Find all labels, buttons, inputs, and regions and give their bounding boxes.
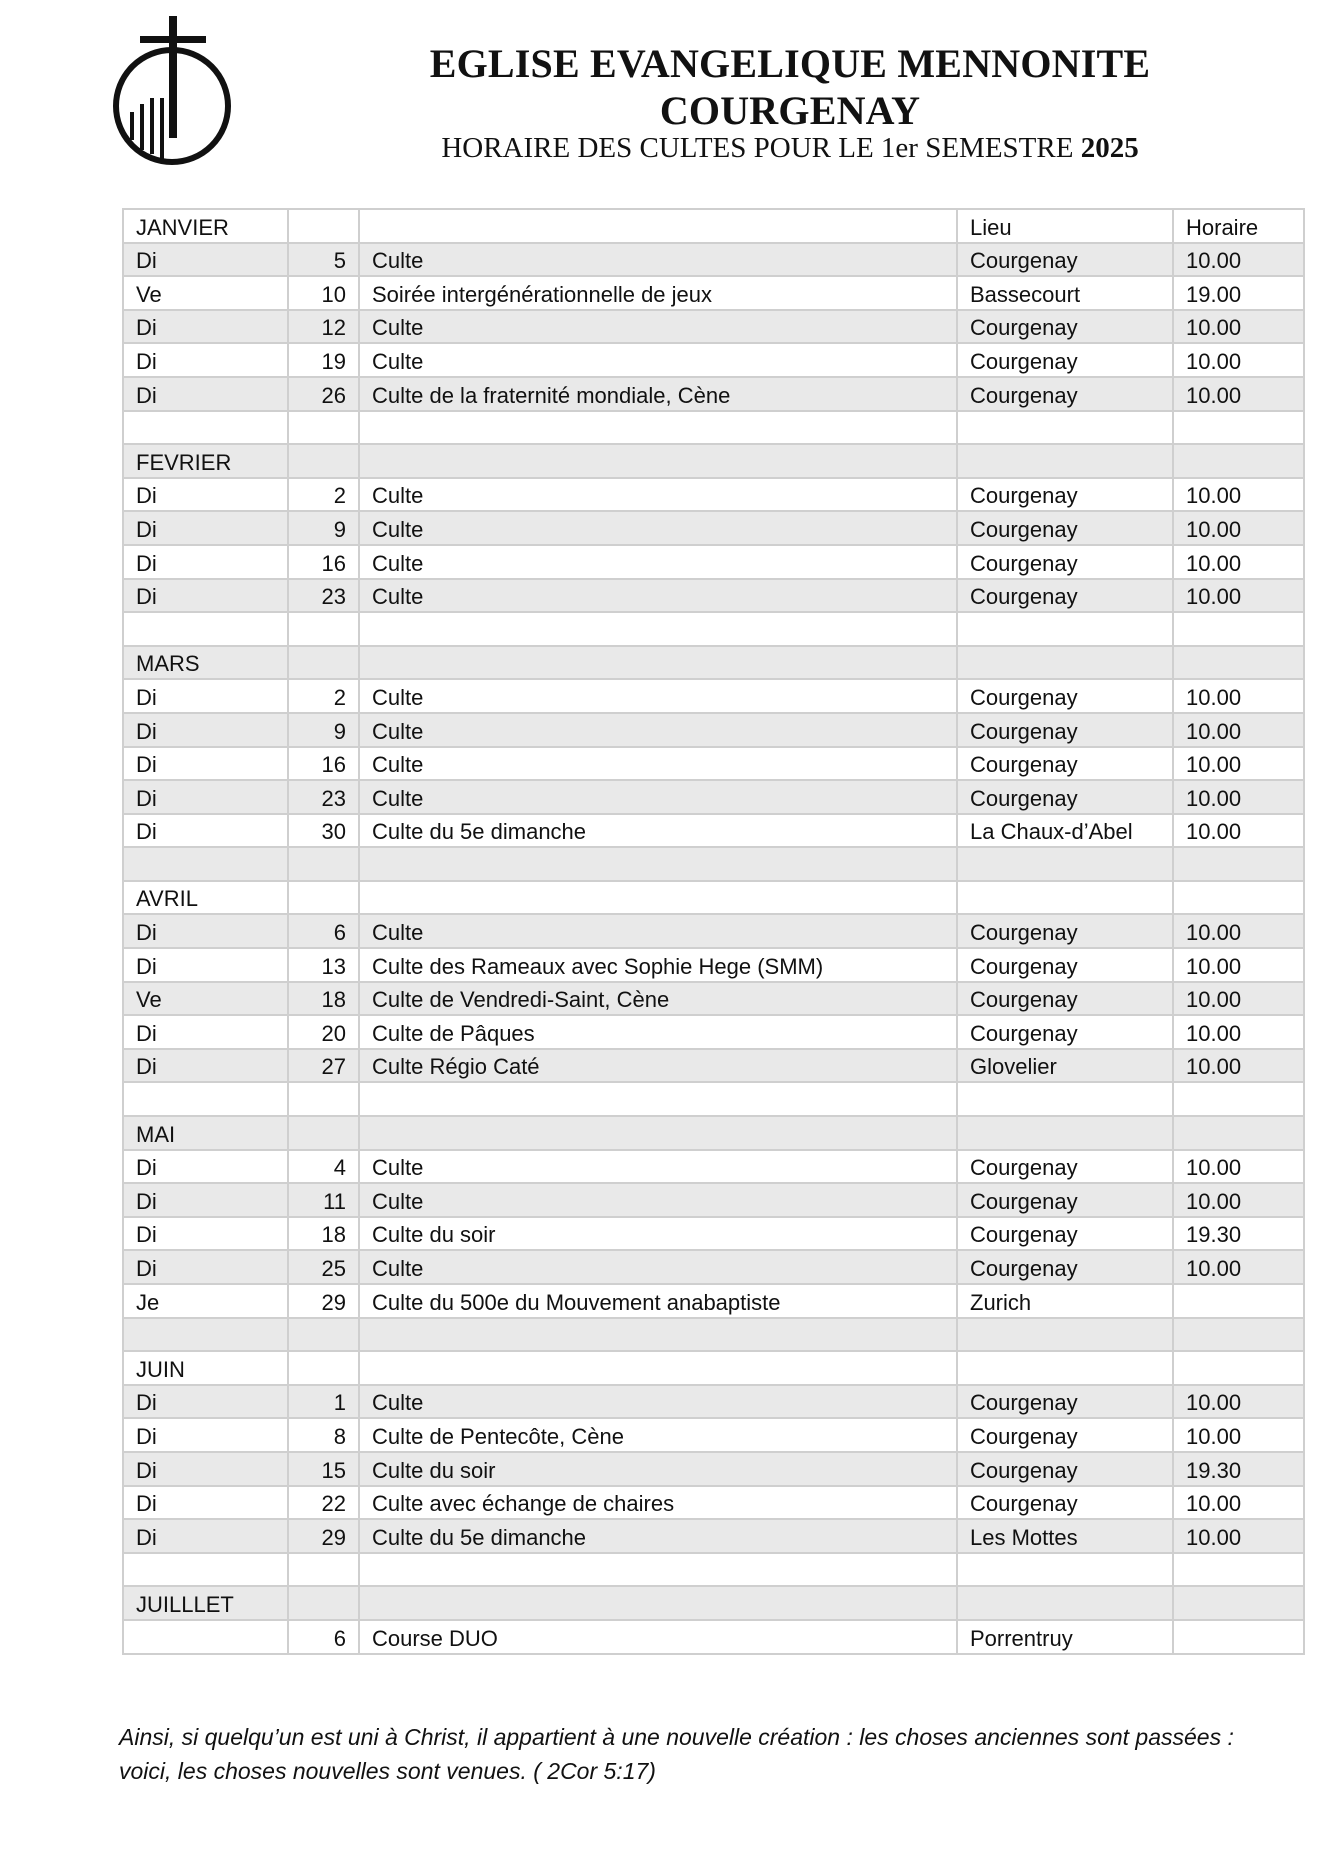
location-cell bbox=[957, 411, 1173, 445]
day-of-week-cell bbox=[123, 847, 288, 881]
date-cell: 6 bbox=[288, 914, 359, 948]
location-cell: Porrentruy bbox=[957, 1620, 1173, 1654]
event-cell: Culte des Rameaux avec Sophie Hege (SMM) bbox=[359, 948, 957, 982]
day-of-week-cell: Ve bbox=[123, 276, 288, 310]
date-cell: 30 bbox=[288, 814, 359, 848]
date-cell: 5 bbox=[288, 243, 359, 277]
table-row bbox=[123, 982, 1304, 1016]
location-cell: Lieu bbox=[957, 209, 1173, 243]
table-row bbox=[123, 948, 1304, 982]
event-cell: Soirée intergénérationnelle de jeux bbox=[359, 276, 957, 310]
location-cell: Courgenay bbox=[957, 1486, 1173, 1520]
date-cell bbox=[288, 444, 359, 478]
location-cell: Courgenay bbox=[957, 243, 1173, 277]
table-row bbox=[123, 1250, 1304, 1284]
table-row bbox=[123, 243, 1304, 277]
time-cell: 19.30 bbox=[1173, 1217, 1304, 1251]
time-cell: 10.00 bbox=[1173, 948, 1304, 982]
table-row bbox=[123, 1150, 1304, 1184]
time-cell: 10.00 bbox=[1173, 1519, 1304, 1553]
location-cell bbox=[957, 1318, 1173, 1352]
event-cell: Culte de la fraternité mondiale, Cène bbox=[359, 377, 957, 411]
day-of-week-cell: Di bbox=[123, 1015, 288, 1049]
day-of-week-cell: Di bbox=[123, 780, 288, 814]
time-cell: 19.30 bbox=[1173, 1452, 1304, 1486]
event-cell bbox=[359, 847, 957, 881]
table-row bbox=[123, 1284, 1304, 1318]
location-cell: Courgenay bbox=[957, 343, 1173, 377]
church-title: EGLISE EVANGELIQUE MENNONITE COURGENAY bbox=[429, 41, 1151, 133]
date-cell: 9 bbox=[288, 511, 359, 545]
day-of-week-cell: Di bbox=[123, 579, 288, 613]
schedule-body bbox=[123, 209, 1304, 1654]
day-of-week-cell: Di bbox=[123, 1385, 288, 1419]
day-of-week-cell: Di bbox=[123, 377, 288, 411]
location-cell: Les Mottes bbox=[957, 1519, 1173, 1553]
event-cell: Culte bbox=[359, 1183, 957, 1217]
date-cell: 9 bbox=[288, 713, 359, 747]
event-cell bbox=[359, 1351, 957, 1385]
location-cell: Courgenay bbox=[957, 747, 1173, 781]
time-cell bbox=[1173, 444, 1304, 478]
time-cell: 10.00 bbox=[1173, 377, 1304, 411]
time-cell: 10.00 bbox=[1173, 1183, 1304, 1217]
event-cell: Culte du 5e dimanche bbox=[359, 1519, 957, 1553]
day-of-week-cell: Di bbox=[123, 679, 288, 713]
event-cell bbox=[359, 646, 957, 680]
date-cell: 8 bbox=[288, 1418, 359, 1452]
event-cell: Culte bbox=[359, 1250, 957, 1284]
event-cell bbox=[359, 1318, 957, 1352]
table-row bbox=[123, 1116, 1304, 1150]
time-cell: 10.00 bbox=[1173, 1418, 1304, 1452]
date-cell bbox=[288, 1586, 359, 1620]
event-cell bbox=[359, 1586, 957, 1620]
time-cell: 10.00 bbox=[1173, 747, 1304, 781]
date-cell: 6 bbox=[288, 1620, 359, 1654]
location-cell: Zurich bbox=[957, 1284, 1173, 1318]
event-cell: Culte bbox=[359, 747, 957, 781]
day-of-week-cell: JUIN bbox=[123, 1351, 288, 1385]
date-cell bbox=[288, 847, 359, 881]
location-cell bbox=[957, 1351, 1173, 1385]
event-cell: Culte bbox=[359, 310, 957, 344]
day-of-week-cell: Je bbox=[123, 1284, 288, 1318]
church-logo-icon bbox=[110, 14, 234, 166]
location-cell bbox=[957, 646, 1173, 680]
event-cell: Culte bbox=[359, 679, 957, 713]
bible-quote: Ainsi, si quelqu’un est uni à Christ, il appartient à une nouvelle création : les choses anciennes sont passées : voici, les choses nouvelles sont venues. ( 2Cor 5:17) bbox=[119, 1724, 1234, 1784]
day-of-week-cell: Ve bbox=[123, 982, 288, 1016]
date-cell: 18 bbox=[288, 982, 359, 1016]
table-row bbox=[123, 914, 1304, 948]
day-of-week-cell bbox=[123, 1082, 288, 1116]
service-schedule-table bbox=[122, 208, 1305, 1655]
table-row bbox=[123, 847, 1304, 881]
event-cell: Culte bbox=[359, 780, 957, 814]
date-cell: 19 bbox=[288, 343, 359, 377]
time-cell bbox=[1173, 1082, 1304, 1116]
time-cell: 10.00 bbox=[1173, 713, 1304, 747]
event-cell: Culte bbox=[359, 1150, 957, 1184]
day-of-week-cell: MARS bbox=[123, 646, 288, 680]
table-row bbox=[123, 377, 1304, 411]
location-cell bbox=[957, 1586, 1173, 1620]
location-cell: Courgenay bbox=[957, 545, 1173, 579]
day-of-week-cell: Di bbox=[123, 1452, 288, 1486]
date-cell bbox=[288, 646, 359, 680]
table-row bbox=[123, 511, 1304, 545]
time-cell bbox=[1173, 847, 1304, 881]
table-row bbox=[123, 1183, 1304, 1217]
subtitle-year: 2025 bbox=[1080, 132, 1139, 164]
event-cell bbox=[359, 411, 957, 445]
event-cell: Culte bbox=[359, 478, 957, 512]
table-row bbox=[123, 1452, 1304, 1486]
table-row bbox=[123, 1586, 1304, 1620]
time-cell: 10.00 bbox=[1173, 511, 1304, 545]
time-cell: 10.00 bbox=[1173, 814, 1304, 848]
location-cell: Courgenay bbox=[957, 377, 1173, 411]
event-cell: Culte bbox=[359, 579, 957, 613]
date-cell: 16 bbox=[288, 545, 359, 579]
location-cell: Courgenay bbox=[957, 948, 1173, 982]
day-of-week-cell: Di bbox=[123, 814, 288, 848]
table-row bbox=[123, 343, 1304, 377]
location-cell: Courgenay bbox=[957, 1250, 1173, 1284]
day-of-week-cell: Di bbox=[123, 1519, 288, 1553]
day-of-week-cell: Di bbox=[123, 243, 288, 277]
day-of-week-cell: AVRIL bbox=[123, 881, 288, 915]
time-cell: 10.00 bbox=[1173, 1486, 1304, 1520]
event-cell: Culte bbox=[359, 1385, 957, 1419]
time-cell bbox=[1173, 1620, 1304, 1654]
day-of-week-cell: Di bbox=[123, 1486, 288, 1520]
table-row bbox=[123, 444, 1304, 478]
event-cell: Culte bbox=[359, 914, 957, 948]
date-cell bbox=[288, 1553, 359, 1587]
location-cell: Courgenay bbox=[957, 1418, 1173, 1452]
time-cell: 10.00 bbox=[1173, 1150, 1304, 1184]
day-of-week-cell: Di bbox=[123, 1418, 288, 1452]
day-of-week-cell: Di bbox=[123, 713, 288, 747]
time-cell bbox=[1173, 612, 1304, 646]
day-of-week-cell bbox=[123, 1620, 288, 1654]
day-of-week-cell: Di bbox=[123, 1250, 288, 1284]
day-of-week-cell: Di bbox=[123, 914, 288, 948]
location-cell: Courgenay bbox=[957, 310, 1173, 344]
day-of-week-cell: Di bbox=[123, 343, 288, 377]
event-cell: Culte du soir bbox=[359, 1217, 957, 1251]
day-of-week-cell: Di bbox=[123, 478, 288, 512]
table-row bbox=[123, 747, 1304, 781]
location-cell: Courgenay bbox=[957, 579, 1173, 613]
table-row bbox=[123, 881, 1304, 915]
location-cell: Courgenay bbox=[957, 1150, 1173, 1184]
date-cell: 18 bbox=[288, 1217, 359, 1251]
location-cell: Courgenay bbox=[957, 478, 1173, 512]
table-row bbox=[123, 1519, 1304, 1553]
time-cell bbox=[1173, 1284, 1304, 1318]
event-cell: Culte bbox=[359, 243, 957, 277]
table-row bbox=[123, 1486, 1304, 1520]
location-cell bbox=[957, 1553, 1173, 1587]
table-row bbox=[123, 1049, 1304, 1083]
table-row bbox=[123, 1318, 1304, 1352]
date-cell: 13 bbox=[288, 948, 359, 982]
location-cell: Courgenay bbox=[957, 780, 1173, 814]
location-cell bbox=[957, 847, 1173, 881]
table-row bbox=[123, 646, 1304, 680]
event-cell: Culte de Pâques bbox=[359, 1015, 957, 1049]
time-cell: 10.00 bbox=[1173, 545, 1304, 579]
location-cell: Courgenay bbox=[957, 511, 1173, 545]
time-cell: 10.00 bbox=[1173, 679, 1304, 713]
day-of-week-cell: FEVRIER bbox=[123, 444, 288, 478]
time-cell bbox=[1173, 1116, 1304, 1150]
location-cell bbox=[957, 1116, 1173, 1150]
event-cell bbox=[359, 1553, 957, 1587]
location-cell: Courgenay bbox=[957, 982, 1173, 1016]
time-cell bbox=[1173, 1553, 1304, 1587]
location-cell: Courgenay bbox=[957, 1217, 1173, 1251]
table-row bbox=[123, 545, 1304, 579]
location-cell bbox=[957, 444, 1173, 478]
event-cell: Culte de Vendredi-Saint, Cène bbox=[359, 982, 957, 1016]
event-cell bbox=[359, 209, 957, 243]
day-of-week-cell bbox=[123, 411, 288, 445]
time-cell: 10.00 bbox=[1173, 780, 1304, 814]
event-cell bbox=[359, 612, 957, 646]
date-cell: 23 bbox=[288, 579, 359, 613]
time-cell bbox=[1173, 881, 1304, 915]
day-of-week-cell: Di bbox=[123, 948, 288, 982]
event-cell: Culte Régio Caté bbox=[359, 1049, 957, 1083]
date-cell: 15 bbox=[288, 1452, 359, 1486]
table-row bbox=[123, 679, 1304, 713]
table-row bbox=[123, 209, 1304, 243]
date-cell: 2 bbox=[288, 679, 359, 713]
time-cell: 10.00 bbox=[1173, 914, 1304, 948]
day-of-week-cell: Di bbox=[123, 1217, 288, 1251]
time-cell bbox=[1173, 646, 1304, 680]
table-row bbox=[123, 478, 1304, 512]
time-cell: 10.00 bbox=[1173, 478, 1304, 512]
event-cell: Culte du soir bbox=[359, 1452, 957, 1486]
table-row bbox=[123, 276, 1304, 310]
date-cell: 22 bbox=[288, 1486, 359, 1520]
date-cell: 27 bbox=[288, 1049, 359, 1083]
day-of-week-cell: MAI bbox=[123, 1116, 288, 1150]
date-cell: 25 bbox=[288, 1250, 359, 1284]
time-cell bbox=[1173, 1318, 1304, 1352]
table-row bbox=[123, 1351, 1304, 1385]
date-cell: 16 bbox=[288, 747, 359, 781]
event-cell: Culte avec échange de chaires bbox=[359, 1486, 957, 1520]
day-of-week-cell: JUILLLET bbox=[123, 1586, 288, 1620]
time-cell bbox=[1173, 411, 1304, 445]
event-cell bbox=[359, 1082, 957, 1116]
table-row bbox=[123, 612, 1304, 646]
date-cell: 29 bbox=[288, 1284, 359, 1318]
table-row bbox=[123, 780, 1304, 814]
time-cell: 19.00 bbox=[1173, 276, 1304, 310]
date-cell bbox=[288, 1351, 359, 1385]
event-cell: Course DUO bbox=[359, 1620, 957, 1654]
date-cell bbox=[288, 1318, 359, 1352]
day-of-week-cell: Di bbox=[123, 511, 288, 545]
time-cell bbox=[1173, 1586, 1304, 1620]
date-cell bbox=[288, 1082, 359, 1116]
location-cell: Bassecourt bbox=[957, 276, 1173, 310]
time-cell bbox=[1173, 1351, 1304, 1385]
table-row bbox=[123, 1553, 1304, 1587]
date-cell: 12 bbox=[288, 310, 359, 344]
location-cell bbox=[957, 612, 1173, 646]
location-cell: Courgenay bbox=[957, 713, 1173, 747]
time-cell: 10.00 bbox=[1173, 982, 1304, 1016]
date-cell bbox=[288, 411, 359, 445]
day-of-week-cell: Di bbox=[123, 310, 288, 344]
date-cell: 29 bbox=[288, 1519, 359, 1553]
location-cell: Courgenay bbox=[957, 1183, 1173, 1217]
time-cell: 10.00 bbox=[1173, 1015, 1304, 1049]
date-cell bbox=[288, 612, 359, 646]
location-cell: Courgenay bbox=[957, 1452, 1173, 1486]
event-cell: Culte bbox=[359, 343, 957, 377]
location-cell bbox=[957, 1082, 1173, 1116]
date-cell: 10 bbox=[288, 276, 359, 310]
subtitle-text: HORAIRE DES CULTES POUR LE 1er SEMESTRE bbox=[441, 132, 1074, 164]
event-cell: Culte du 500e du Mouvement anabaptiste bbox=[359, 1284, 957, 1318]
date-cell bbox=[288, 1116, 359, 1150]
location-cell bbox=[957, 881, 1173, 915]
time-cell: 10.00 bbox=[1173, 343, 1304, 377]
date-cell: 11 bbox=[288, 1183, 359, 1217]
event-cell: Culte de Pentecôte, Cène bbox=[359, 1418, 957, 1452]
date-cell: 1 bbox=[288, 1385, 359, 1419]
day-of-week-cell bbox=[123, 1318, 288, 1352]
event-cell: Culte bbox=[359, 713, 957, 747]
day-of-week-cell bbox=[123, 612, 288, 646]
day-of-week-cell: Di bbox=[123, 1183, 288, 1217]
event-cell bbox=[359, 881, 957, 915]
location-cell: La Chaux-d’Abel bbox=[957, 814, 1173, 848]
event-cell: Culte bbox=[359, 511, 957, 545]
table-row bbox=[123, 1418, 1304, 1452]
time-cell: Horaire bbox=[1173, 209, 1304, 243]
location-cell: Courgenay bbox=[957, 914, 1173, 948]
table-row bbox=[123, 310, 1304, 344]
time-cell: 10.00 bbox=[1173, 1385, 1304, 1419]
day-of-week-cell: Di bbox=[123, 1049, 288, 1083]
event-cell: Culte bbox=[359, 545, 957, 579]
date-cell: 4 bbox=[288, 1150, 359, 1184]
location-cell: Glovelier bbox=[957, 1049, 1173, 1083]
day-of-week-cell bbox=[123, 1553, 288, 1587]
table-row bbox=[123, 579, 1304, 613]
time-cell: 10.00 bbox=[1173, 1049, 1304, 1083]
day-of-week-cell: Di bbox=[123, 747, 288, 781]
table-row bbox=[123, 1082, 1304, 1116]
table-row bbox=[123, 1217, 1304, 1251]
table-row bbox=[123, 1620, 1304, 1654]
table-row bbox=[123, 1385, 1304, 1419]
time-cell: 10.00 bbox=[1173, 1250, 1304, 1284]
table-row bbox=[123, 1015, 1304, 1049]
event-cell bbox=[359, 444, 957, 478]
table-row bbox=[123, 814, 1304, 848]
event-cell: Culte du 5e dimanche bbox=[359, 814, 957, 848]
date-cell bbox=[288, 209, 359, 243]
date-cell: 26 bbox=[288, 377, 359, 411]
day-of-week-cell: JANVIER bbox=[123, 209, 288, 243]
table-row bbox=[123, 713, 1304, 747]
date-cell: 20 bbox=[288, 1015, 359, 1049]
event-cell bbox=[359, 1116, 957, 1150]
time-cell: 10.00 bbox=[1173, 310, 1304, 344]
schedule-subtitle bbox=[300, 132, 1280, 165]
day-of-week-cell: Di bbox=[123, 1150, 288, 1184]
location-cell: Courgenay bbox=[957, 679, 1173, 713]
date-cell: 2 bbox=[288, 478, 359, 512]
location-cell: Courgenay bbox=[957, 1015, 1173, 1049]
day-of-week-cell: Di bbox=[123, 545, 288, 579]
time-cell: 10.00 bbox=[1173, 579, 1304, 613]
date-cell: 23 bbox=[288, 780, 359, 814]
date-cell bbox=[288, 881, 359, 915]
table-row bbox=[123, 411, 1304, 445]
location-cell: Courgenay bbox=[957, 1385, 1173, 1419]
time-cell: 10.00 bbox=[1173, 243, 1304, 277]
